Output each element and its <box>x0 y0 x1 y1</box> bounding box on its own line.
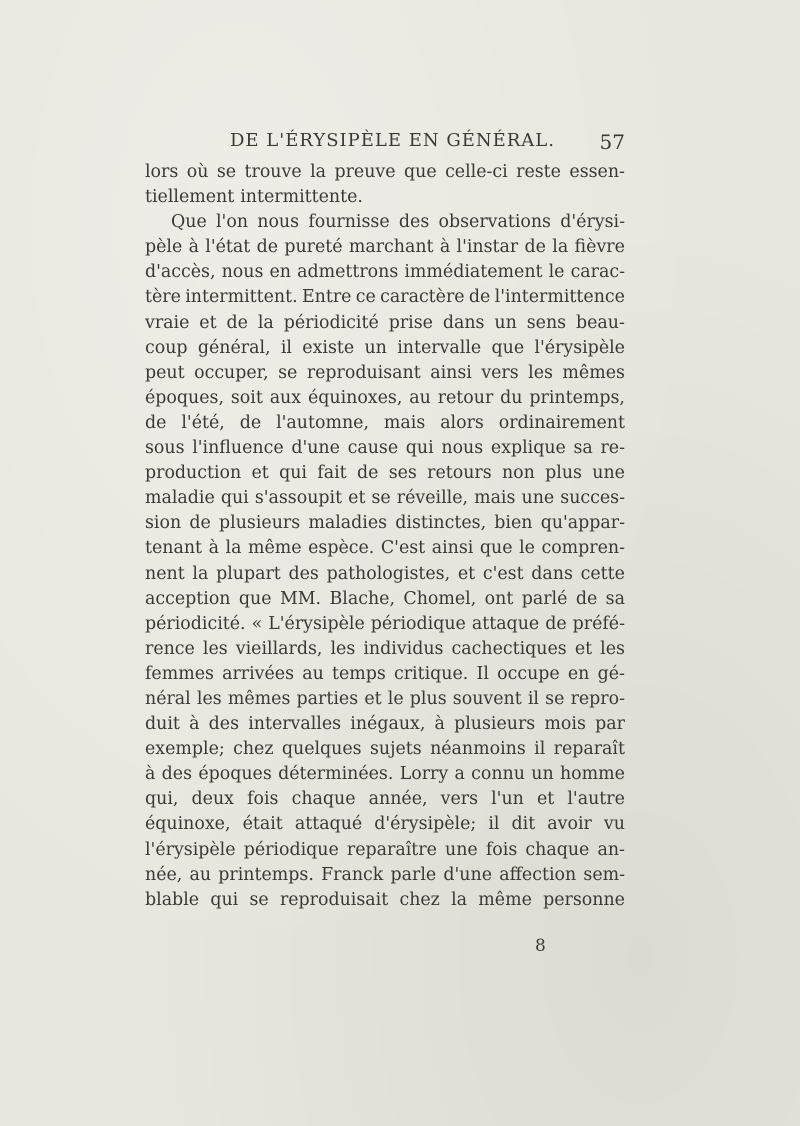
text-line: exemple; chez quelques sujets néanmoins il reparaît <box>145 739 625 760</box>
text-line: d'accès, nous en admettrons immédiatement le carac- <box>145 262 625 283</box>
text-line: de l'été, de l'automne, mais alors ordinairement <box>145 412 625 433</box>
text-line: rence les vieillards, les individus cachectiques et les <box>145 638 625 659</box>
text-line: l'érysipèle périodique reparaître une fois chaque an- <box>145 839 625 860</box>
text-line: tère intermittent. Entre ce caractère de l'intermittence <box>145 287 625 308</box>
text-line: périodicité. « L'érysipèle périodique attaque de préfé- <box>145 613 625 634</box>
page-number: 57 <box>599 130 625 154</box>
text-line: Que l'on nous fournisse des observations d'érysi- <box>171 212 625 233</box>
text-line: sous l'influence d'une cause qui nous explique sa re- <box>145 438 625 459</box>
text-line: sion de plusieurs maladies distinctes, bien qu'appar- <box>145 513 625 534</box>
text-line: maladie qui s'assoupit et se réveille, mais une succes- <box>145 488 625 509</box>
text-line: néral les mêmes parties et le plus souvent il se repro- <box>145 688 625 709</box>
text-line: peut occuper, se reproduisant ainsi vers les mêmes <box>145 362 625 383</box>
text-line: nent la plupart des pathologistes, et c'est dans cette <box>145 563 625 584</box>
page-header <box>145 128 625 158</box>
text-line: blable qui se reproduisait chez la même personne <box>145 889 625 910</box>
text-line: femmes arrivées au temps critique. Il occupe en gé- <box>145 663 625 684</box>
text-line: née, au printemps. Franck parle d'une affection sem- <box>145 864 625 885</box>
text-line: équinoxe, était attaqué d'érysipèle; il dit avoir vu <box>145 814 625 835</box>
text-line: lors où se trouve la preuve que celle-ci reste essen- <box>145 162 625 182</box>
text-line: à des époques déterminées. Lorry a connu un homme <box>145 764 625 785</box>
text-line: pèle à l'état de pureté marchant à l'instar de la fièvre <box>145 237 625 258</box>
text-line: tiellement intermittente. <box>145 187 363 208</box>
text-line: qui, deux fois chaque année, vers l'un et l'autre <box>145 789 625 810</box>
running-title: DE L'ÉRYSIPÈLE EN GÉNÉRAL. <box>230 130 555 151</box>
signature-mark: 8 <box>535 936 546 956</box>
body-text <box>145 160 625 913</box>
text-line: tenant à la même espèce. C'est ainsi que le compren- <box>145 538 625 559</box>
text-line: coup général, il existe un intervalle que l'érysipèle <box>145 337 625 358</box>
text-line: duit à des intervalles inégaux, à plusieurs mois par <box>145 714 625 735</box>
text-line: acception que MM. Blache, Chomel, ont parlé de sa <box>145 588 625 609</box>
text-line: vraie et de la périodicité prise dans un sens beau- <box>145 312 625 333</box>
text-line: époques, soit aux équinoxes, au retour du printemps, <box>145 387 625 408</box>
text-line: production et qui fait de ses retours non plus une <box>145 463 625 484</box>
